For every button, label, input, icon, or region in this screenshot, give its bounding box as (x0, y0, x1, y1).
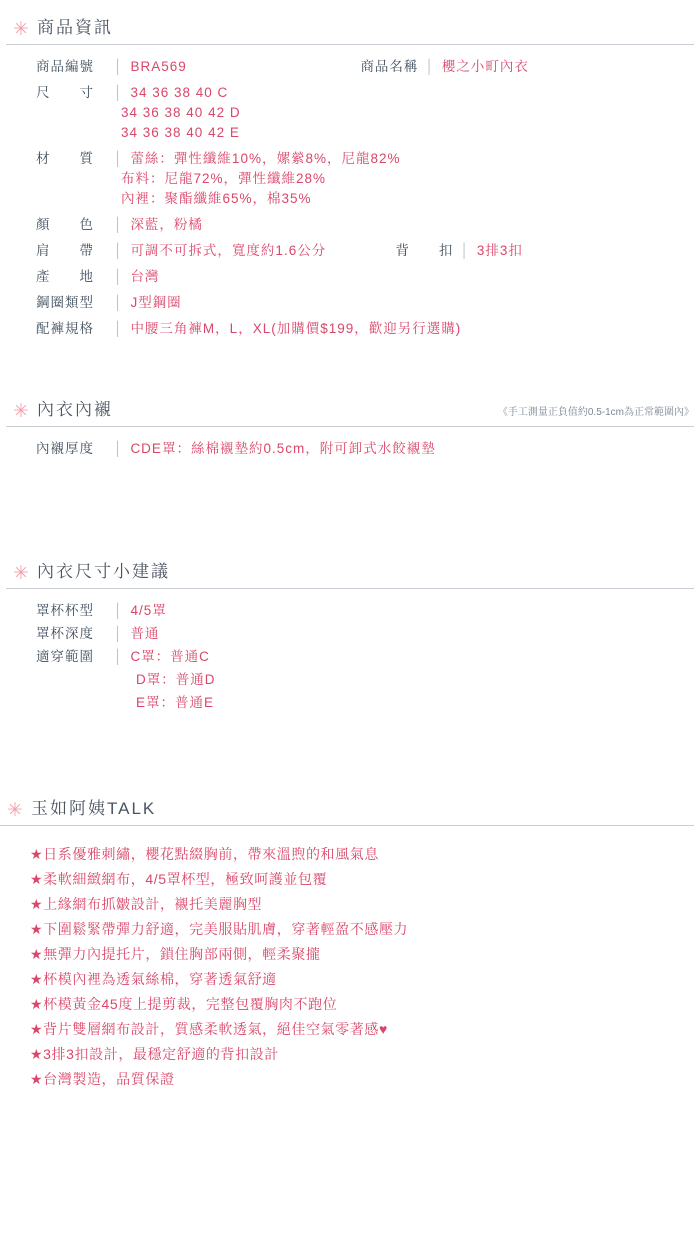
list-item: ★台灣製造，品質保證 (30, 1071, 175, 1087)
row-value: 34 36 38 40 C (130, 85, 229, 100)
row-value: BRA569 (130, 59, 187, 74)
flower-icon: ✳ (13, 562, 29, 584)
row-value: C罩：普通C (130, 649, 210, 664)
talk-list (0, 842, 700, 1092)
row-label: 鋼圈類型 (36, 295, 94, 310)
section-note: 《手工測量正負值約0.5-1cm為正常範圍內》 (497, 407, 694, 418)
row-value: 深藍，粉橘 (130, 217, 203, 232)
row-cup-style (36, 602, 700, 620)
row-panty-spec (36, 320, 700, 338)
section-lining (0, 400, 700, 458)
row-value: CDE罩：絲棉襯墊約0.5cm，附可卸式水餃襯墊 (130, 441, 436, 456)
row-cup-depth (36, 625, 700, 643)
flower-icon: ✳ (13, 400, 29, 422)
spacer (0, 346, 700, 400)
row-strap (36, 242, 700, 260)
section-product-info (0, 0, 700, 338)
row-value: 中腰三角褲M，L，XL(加購價$199，歡迎另行選購) (130, 321, 462, 336)
row-value-2: 櫻之小町內衣 (441, 59, 529, 74)
row-value: 4/5罩 (130, 603, 167, 618)
list-item: ★杯模黃金45度上提剪裁，完整包覆胸肉不跑位 (30, 996, 338, 1012)
row-value: 普通 (130, 626, 160, 641)
row-subvalue: 內裡：聚酯纖維65%，棉35% (121, 191, 312, 206)
row-subvalue: D罩：普通D (136, 672, 216, 687)
flower-icon: ✳ (13, 18, 29, 40)
row-separator: │ (114, 269, 124, 284)
section-size-advice (0, 562, 700, 712)
row-separator: │ (114, 85, 124, 100)
info-rows (0, 58, 700, 338)
row-value: 蕾絲：彈性纖維10%，嫘縈8%，尼龍82% (130, 151, 401, 166)
row-subvalue: 34 36 38 40 42 D (121, 105, 241, 120)
row-label: 罩杯杯型 (36, 603, 94, 618)
row-separator: │ (114, 59, 124, 74)
row-label: 配褲規格 (36, 321, 94, 336)
row-separator-2: │ (425, 59, 435, 74)
lining-rows (0, 440, 700, 458)
row-label: 顏 色 (36, 217, 94, 232)
row-material (36, 150, 700, 168)
flower-icon: ✳ (7, 799, 23, 821)
section-header (6, 400, 694, 427)
row-label-2: 背 扣 (395, 243, 454, 258)
row-value-2: 3排3扣 (476, 243, 523, 258)
row-color (36, 216, 700, 234)
size-advice-rows (0, 602, 700, 712)
row-label: 材 質 (36, 151, 94, 166)
row-size (36, 84, 700, 102)
row-label: 肩 帶 (36, 243, 94, 258)
row-separator: │ (114, 626, 124, 641)
section-title: 商品資訊 (37, 18, 113, 37)
row-fit-range (36, 648, 700, 666)
row-label: 罩杯深度 (36, 626, 94, 641)
section-title: 內衣尺寸小建議 (37, 562, 170, 581)
row-value: 可調不可拆式，寬度約1.6公分 (130, 243, 327, 258)
section-header (6, 562, 694, 589)
row-label: 商品編號 (36, 59, 94, 74)
row-label: 產 地 (36, 269, 94, 284)
list-item: ★下圍鬆緊帶彈力舒適，完美服貼肌膚，穿著輕盈不感壓力 (30, 921, 409, 937)
row-separator: │ (114, 151, 124, 166)
list-item: ★背片雙層網布設計，質感柔軟透氣，絕佳空氣零著感♥ (30, 1021, 388, 1037)
row-value: J型鋼圈 (130, 295, 182, 310)
row-product-code (36, 58, 700, 76)
row-separator: │ (114, 649, 124, 664)
spacer (0, 717, 700, 799)
row-value: 台灣 (130, 269, 160, 284)
spacer (0, 466, 700, 562)
row-separator: │ (114, 295, 124, 310)
row-lining-thickness (36, 440, 700, 458)
row-label: 尺 寸 (36, 85, 94, 100)
list-item: ★杯模內裡為透氣絲棉，穿著透氣舒適 (30, 971, 277, 987)
row-origin (36, 268, 700, 286)
row-separator: │ (114, 243, 124, 258)
section-talk (0, 799, 700, 1092)
list-item: ★柔軟細緻網布，4/5罩杯型，極致呵護並包覆 (30, 871, 328, 887)
row-separator-2: │ (460, 243, 470, 258)
list-item: ★上緣網布抓皺設計，襯托美麗胸型 (30, 896, 263, 912)
row-label: 適穿範圍 (36, 649, 94, 664)
row-subvalue: 布料：尼龍72%，彈性纖維28% (121, 171, 327, 186)
row-separator: │ (114, 603, 124, 618)
list-item: ★日系優雅刺繡，櫻花點綴胸前，帶來溫煦的和風氣息 (30, 846, 379, 862)
row-wire-type (36, 294, 700, 312)
row-label: 內襯厚度 (36, 441, 94, 456)
list-item: ★3排3扣設計，最穩定舒適的背扣設計 (30, 1046, 279, 1062)
section-title: 內衣內襯 (37, 400, 113, 419)
section-title: 玉如阿姨TALK (31, 799, 157, 818)
row-subvalue: E罩：普通E (136, 695, 215, 710)
section-header (6, 18, 694, 45)
section-header (0, 799, 694, 826)
row-label-2: 商品名稱 (360, 59, 419, 74)
row-subvalue: 34 36 38 40 42 E (121, 125, 240, 140)
row-separator: │ (114, 441, 124, 456)
row-separator: │ (114, 321, 124, 336)
list-item: ★無彈力內提托片，鎖住胸部兩側，輕柔聚攏 (30, 946, 321, 962)
row-separator: │ (114, 217, 124, 232)
